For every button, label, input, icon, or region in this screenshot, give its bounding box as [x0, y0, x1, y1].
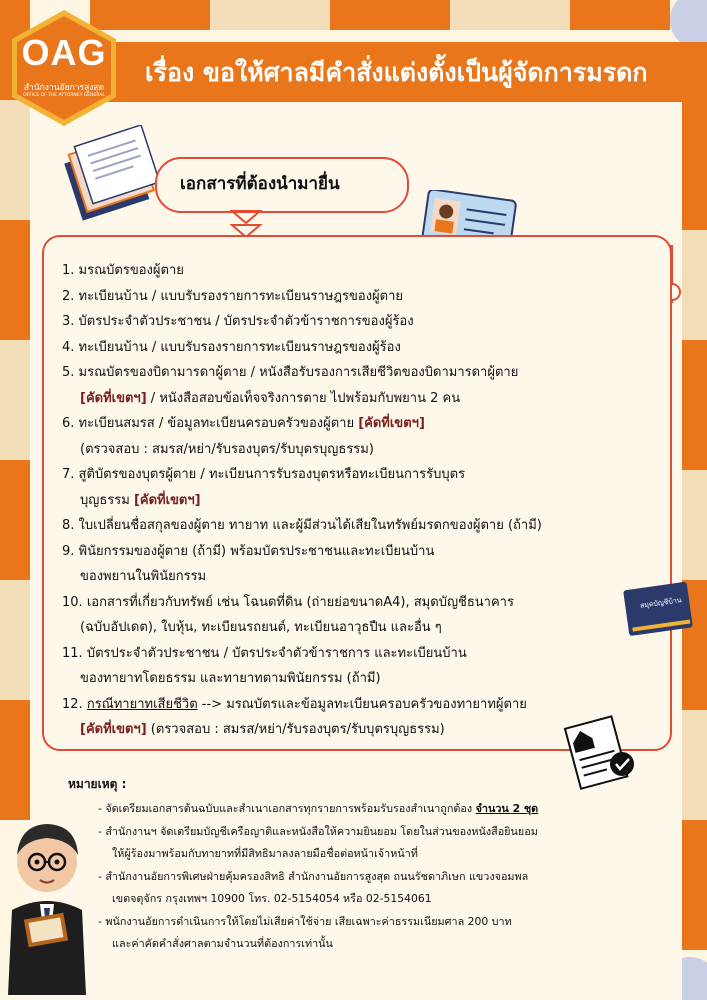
item-text: สูติบัตรของบุตรผู้ตาย / ทะเบียนการรับรองบุตรหรือทะเบียนการรับบุตร [78, 467, 466, 482]
logo-mark: OAG [21, 32, 107, 73]
item-continuation-text: (ตรวจสอบ : สมรส/หย่า/รับรองบุตร/รับบุตรบุญธรรม) [146, 722, 445, 737]
item-continuation: (ตรวจสอบ : สมรส/หย่า/รับรองบุตร/รับบุตรบุญธรรม) [80, 441, 374, 457]
item-number: 9. [62, 543, 75, 559]
item-text: ทะเบียนสมรส / ข้อมูลทะเบียนครอบครัวของผู้ตาย [78, 416, 359, 431]
list-item [62, 360, 662, 411]
list-item [62, 335, 662, 361]
item-number: 3. [62, 314, 75, 329]
contract-icon [562, 712, 642, 790]
list-item [62, 258, 662, 284]
prosecutor-character-illustration [0, 800, 95, 995]
heir-deceased-label: กรณีทายาทเสียชีวิต [86, 696, 198, 712]
documents-list [62, 258, 662, 743]
item-text: ทะเบียนบ้าน / แบบรับรองรายการทะเบียนราษฎรของผู้ร้อง [78, 339, 401, 355]
item-continuation: (ฉบับอัปเดต), ใบหุ้น, ทะเบียนรถยนต์, ทะเบียนอาวุธปืน และอื่น ๆ [80, 620, 442, 635]
note-item: และค่าคัดคำสั่งศาลตามจำนวนที่ต้องการเท่านั้น [112, 937, 333, 950]
item-text: ใบเปลี่ยนชื่อสกุลของผู้ตาย ทายาท และผู้มีส่วนได้เสียในทรัพย์มรดกของผู้ตาย (ถ้ามี) [78, 518, 542, 533]
notes-title: หมายเหตุ : [68, 777, 127, 791]
note-text: - จัดเตรียมเอกสารต้นฉบับและสำเนาเอกสารทุกรายการพร้อมรับรองสำเนาถูกต้อง [98, 802, 476, 815]
item-continuation [62, 386, 662, 412]
note-item: - สำนักงานอัยการพิเศษฝ่ายคุ้มครองสิทธิ สำนักงานอัยการสูงสุด ถนนรัชดาภิเษก แขวงจอมพล [98, 869, 529, 883]
item-number: 1. [62, 263, 75, 278]
district-office-note: [คัดที่เขตฯ] [133, 492, 201, 508]
item-continuation [62, 488, 662, 514]
item-text: ทะเบียนบ้าน / แบบรับรองรายการทะเบียนราษฎรของผู้ตาย [78, 288, 404, 304]
notes-list [98, 798, 678, 956]
list-item [62, 309, 662, 335]
item-text: พินัยกรรมของผู้ตาย (ถ้ามี) พร้อมบัตรประชาชนและทะเบียนบ้าน [78, 543, 435, 559]
item-number: 5. [62, 365, 75, 380]
item-number: 10. [62, 594, 83, 610]
note-item: เขตจตุจักร กรุงเทพฯ 10900 โทร. 02-5154054 หรือ 02-5154061 [112, 892, 432, 905]
note-item: - สำนักงานฯ จัดเตรียมบัญชีเครือญาติและหนังสือให้ความยินยอม โดยในส่วนของหนังสือยินยอม [98, 824, 538, 838]
copies-count: จำนวน 2 ชุด [475, 802, 539, 815]
logo-org-english: OFFICE OF THE ATTORNEY GENERAL [23, 93, 105, 98]
item-number: 4. [62, 339, 75, 355]
logo-org-thai: สำนักงานอัยการสูงสุด [23, 83, 105, 93]
item-text: บัตรประจำตัวประชาชน / บัตรประจำตัวข้าราชการของผู้ร้อง [78, 314, 414, 329]
item-continuation: ของทายาทโดยธรรม และทายาทตามพินัยกรรม (ถ้ามี) [80, 671, 381, 686]
page-title: เรื่อง ขอให้ศาลมีคำสั่งแต่งตั้งเป็นผู้จัดการมรดก [145, 58, 648, 87]
district-office-note: [คัดที่เขตฯ] [358, 416, 425, 431]
list-item [62, 590, 662, 641]
item-number: 12. [62, 696, 83, 712]
list-item [62, 513, 662, 539]
list-item [62, 462, 662, 513]
item-number: 6. [62, 416, 75, 431]
item-number: 11. [62, 645, 83, 661]
list-item [62, 284, 662, 310]
item-number: 8. [62, 518, 75, 533]
district-office-note: [คัดที่เขตฯ] [80, 390, 147, 406]
item-text: บัตรประจำตัวประชาชน / บัตรประจำตัวข้าราชการ และทะเบียนบ้าน [86, 645, 467, 661]
note-item: ให้ผู้ร้องมาพร้อมกับทายาทที่มีสิทธิมาลงลายมือชื่อต่อหน้าเจ้าหน้าที่ [112, 847, 418, 860]
item-continuation: ของพยานในพินัยกรรม [80, 569, 207, 584]
note-item: - พนักงานอัยการดำเนินการให้โดยไม่เสียค่าใช้จ่าย เสียเฉพาะค่าธรรมเนียมศาล 200 บาท [98, 914, 512, 928]
district-office-note: [คัดที่เขตฯ] [80, 722, 147, 737]
item-continuation-text: / หนังสือสอบข้อเท็จจริงการตาย ไปพร้อมกับพยาน 2 คน [146, 390, 461, 406]
list-item [62, 411, 662, 462]
item-text: มรณบัตรของผู้ตาย [78, 263, 184, 278]
item-number: 7. [62, 467, 75, 482]
list-item [62, 539, 662, 590]
item-number: 2. [62, 288, 75, 304]
item-text: เอกสารที่เกี่ยวกับทรัพย์ เช่น โฉนดที่ดิน (ถ่ายย่อขนาดA4), สมุดบัญชีธนาคาร [86, 594, 514, 610]
list-item [62, 641, 662, 692]
item-text: มรณบัตรของบิดามารดาผู้ตาย / หนังสือรับรองการเสียชีวิตของบิดามารดาผู้ตาย [78, 365, 519, 380]
item-text: --> มรณบัตรและข้อมูลทะเบียนครอบครัวของทายาทผู้ตาย [197, 696, 527, 712]
passbook-label: สมุดบัญชีบ้าน [639, 596, 683, 610]
section-heading: เอกสารที่ต้องนำมายื่น [180, 174, 340, 194]
item-continuation-text: บุญธรรม [80, 492, 134, 508]
note-item [98, 798, 678, 821]
